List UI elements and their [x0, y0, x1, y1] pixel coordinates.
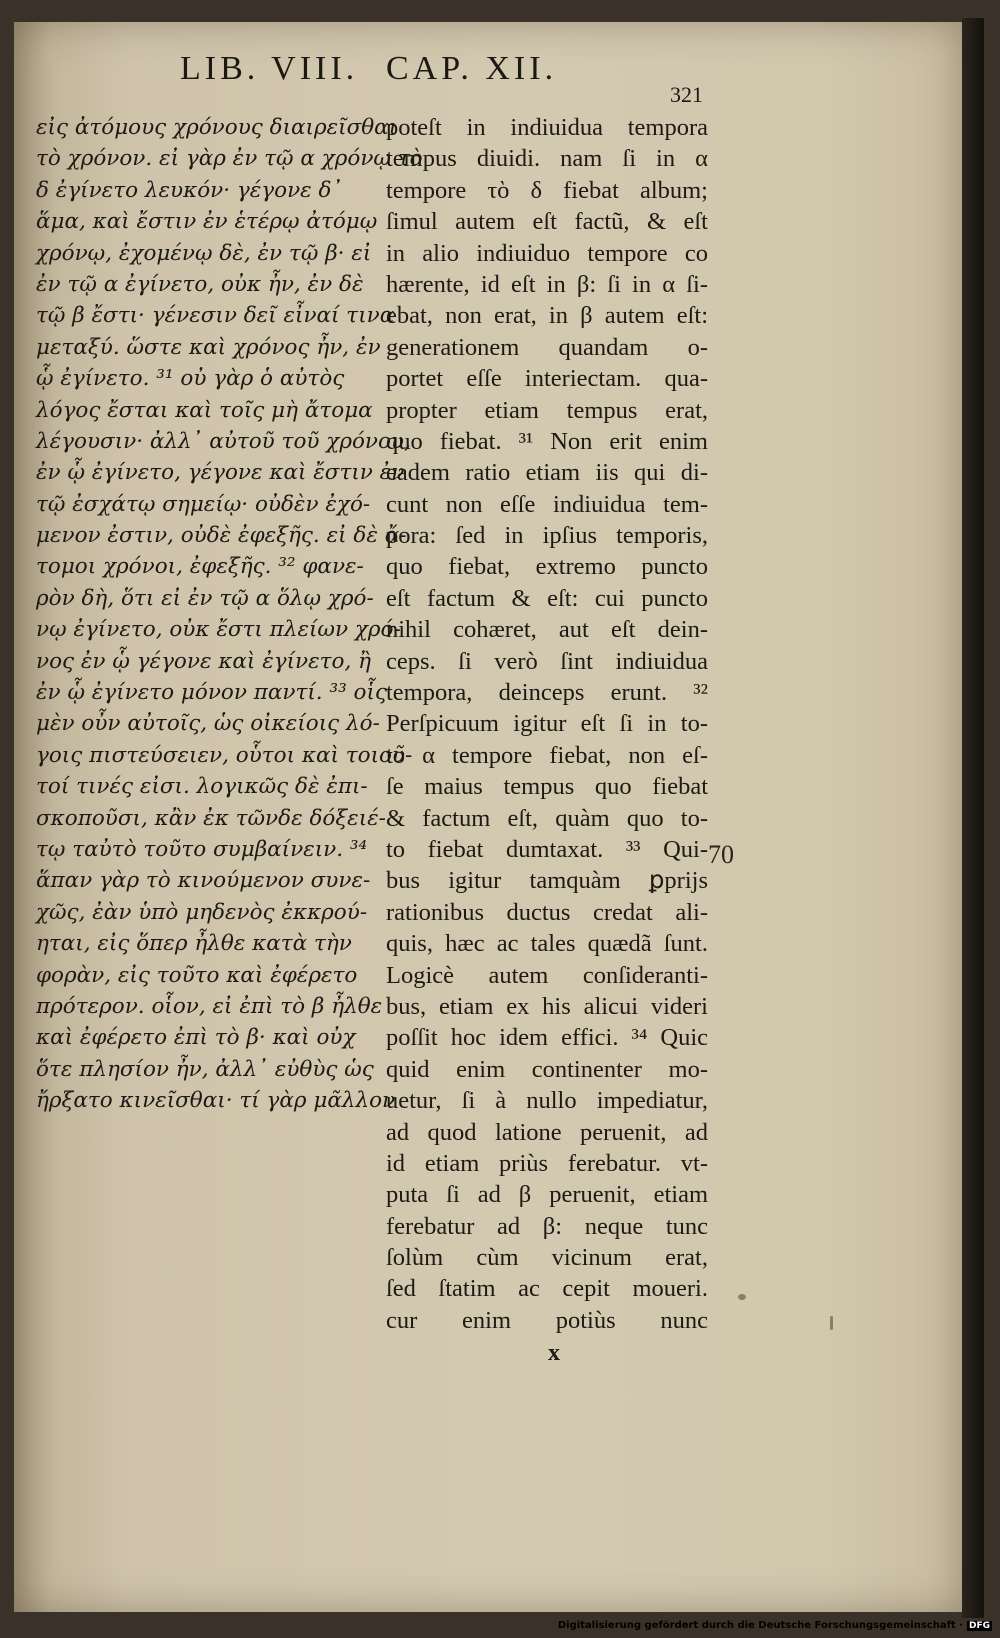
greek-text-line: λόγος ἔσται καὶ τοῖς μὴ ἄτομα	[36, 397, 373, 423]
latin-text-line: ceps. ſi verò ſint indiuidua	[386, 647, 708, 675]
latin-text-line: quo fiebat. ³¹ Non erit enim	[386, 427, 708, 455]
greek-text-line: καὶ ἐφέρετο ἐπὶ τὸ β· καὶ οὐχ	[36, 1025, 356, 1051]
greek-text-line: ρὸν δὴ, ὅτι εἰ ἐν τῷ α ὅλῳ χρό-	[36, 585, 374, 611]
greek-text-line: χῶς, ἐὰν ὑπὸ μηδενὸς ἐκκρού-	[36, 899, 368, 925]
greek-text-line: γοις πιστεύσειεν, οὗτοι καὶ τοιοῦ-	[36, 742, 413, 768]
latin-text-line: uetur, ſi à nullo impediatur,	[386, 1087, 708, 1115]
latin-text-line: hærente, id eſt in β: ſi in α ſi-	[386, 270, 708, 298]
greek-text-line: δ ἐγίνετο λευκόν· γέγονε δ᾽	[36, 177, 343, 203]
latin-text-line: tempora, deinceps erunt. ³²	[386, 679, 708, 707]
paper-fleck	[738, 1294, 746, 1300]
latin-text-line: ſed ſtatim ac cepit moueri.	[386, 1275, 708, 1303]
greek-text-line: μεταξύ. ὥστε καὶ χρόνος ἦν, ἐν	[36, 334, 381, 360]
latin-text-line: ſe maius tempus quo fiebat	[386, 773, 708, 801]
greek-text-line: φορὰν, εἰς τοῦτο καὶ ἐφέρετο	[36, 962, 358, 988]
latin-text-line: eadem ratio etiam iis qui di-	[386, 459, 708, 487]
latin-text-line: quid enim continenter mo-	[386, 1055, 708, 1083]
dfg-logo: DFG	[968, 1621, 990, 1631]
latin-text-line: tempore τὸ δ fiebat album;	[386, 176, 708, 204]
greek-text-line: ἤρξατο κινεῖσθαι· τί γὰρ μᾶλλον	[36, 1088, 396, 1114]
latin-text-line: tempus diuidi. nam ſi in α	[386, 145, 708, 173]
greek-text-line: ἅπαν γὰρ τὸ κινούμενον συνε-	[36, 868, 371, 894]
latin-text-line: nihil cohæret, aut eſt dein-	[386, 616, 708, 644]
latin-text-column	[386, 112, 708, 1336]
latin-text-line: to fiebat dumtaxat. ³³ Qui-	[386, 835, 708, 863]
footer-credit: Digitalisierung gefördert durch die Deutsche Forschungsgemeinschaft ·	[557, 1620, 963, 1631]
running-title-left: LIB. VIII.	[180, 50, 359, 87]
latin-text-line: pora: ſed in ipſius temporis,	[386, 522, 708, 550]
greek-text-line: ἐν ᾧ ἐγίνετο, γέγονε καὶ ἔστιν ἐν	[36, 460, 405, 486]
latin-text-line: in alio indiuiduo tempore co	[386, 239, 708, 267]
latin-text-line: ferebatur ad β: neque tunc	[386, 1212, 708, 1240]
greek-text-column	[36, 112, 423, 1117]
binding-edge	[962, 18, 984, 1618]
latin-text-line: propter etiam tempus erat,	[386, 396, 708, 424]
latin-text-line: & factum eſt, quàm quo to-	[386, 804, 708, 832]
greek-text-line: ἅμα, καὶ ἔστιν ἐν ἑτέρῳ ἀτόμῳ	[36, 209, 378, 235]
latin-text-line: Logicè autem conſideranti-	[386, 961, 708, 989]
greek-text-line: πρότερον. οἷον, εἰ ἐπὶ τὸ β ἦλθε	[36, 993, 383, 1019]
greek-text-line: μενον ἐστιν, οὐδὲ ἐφεξῆς. εἰ δὲ ἄ-	[36, 523, 407, 549]
greek-text-line: ηται, εἰς ὅπερ ἦλθε κατὰ τὴν	[36, 931, 352, 957]
greek-text-line: εἰς ἀτόμους χρόνους διαιρεῖσθαι	[36, 115, 398, 140]
greek-text-line: τῳ ταὐτὸ τοῦτο συμβαίνειν. ³⁴	[36, 836, 368, 862]
latin-text-line: cur enim potiùs nunc	[386, 1306, 708, 1334]
greek-text-line: τῷ ἐσχάτῳ σημείῳ· οὐδὲν ἐχό-	[36, 491, 371, 517]
latin-text-line: Perſpicuum igitur eſt ſi in to-	[386, 710, 708, 738]
latin-text-line: bus, etiam ex his alicui videri	[386, 992, 708, 1020]
folio-number: 321	[670, 82, 703, 107]
greek-text-line: σκοποῦσι, κἂν ἐκ τῶνδε δόξειέ-	[36, 805, 386, 831]
latin-text-line: ſimul autem eſt factũ, & eſt	[386, 208, 708, 236]
latin-text-line: bus igitur tamquàm ꝑprijs	[386, 867, 708, 895]
greek-text-line: τομοι χρόνοι, ἐφεξῆς. ³² φανε-	[36, 554, 364, 580]
latin-text-line: quo fiebat, extremo puncto	[386, 553, 708, 581]
latin-text-line: rationibus ductus credat ali-	[386, 898, 708, 926]
latin-text-line: id etiam priùs ferebatur. vt-	[386, 1149, 708, 1177]
margin-line-number: 70	[708, 840, 734, 869]
latin-text-line: poſſit hoc idem effici. ³⁴ Quic	[386, 1024, 708, 1052]
latin-text-line: to α tempore fiebat, non eſ-	[386, 741, 708, 769]
catchword: x	[548, 1340, 560, 1366]
latin-text-line: ad quod latione peruenit, ad	[386, 1118, 708, 1146]
greek-text-line: ἐν τῷ α ἐγίνετο, οὐκ ἦν, ἐν δὲ	[36, 271, 364, 297]
latin-text-line: generationem quandam o-	[386, 333, 708, 361]
latin-text-line: eſt factum & eſt: cui puncto	[386, 584, 708, 612]
latin-text-line: poteſt in indiuidua tempora	[386, 114, 708, 141]
latin-text-line: cunt non eſſe indiuidua tem-	[386, 490, 708, 518]
greek-text-line: νῳ ἐγίνετο, οὐκ ἔστι πλείων χρό-	[36, 617, 401, 643]
greek-text-line: μὲν οὖν αὐτοῖς, ὡς οἰκείοις λό-	[36, 711, 380, 737]
greek-text-line: ὅτε πλησίον ἦν, ἀλλ᾽ εὐθὺς ὡς	[36, 1056, 374, 1082]
latin-text-line: puta ſi ad β peruenit, etiam	[386, 1181, 708, 1209]
greek-text-line: νος ἐν ᾧ γέγονε καὶ ἐγίνετο, ἢ	[36, 648, 372, 674]
greek-text-line: λέγουσιν· ἀλλ᾽ αὐτοῦ τοῦ χρόνου,	[36, 428, 411, 454]
running-title-right: CAP. XII.	[386, 50, 558, 87]
latin-text-line: ebat, non erat, in β autem eſt:	[386, 302, 708, 330]
greek-text-line: τοί τινές εἰσι. λογικῶς δὲ ἐπι-	[36, 774, 368, 800]
greek-text-line: τὸ χρόνον. εἰ γὰρ ἐν τῷ α χρόνῳ τὸ	[36, 146, 423, 172]
greek-text-line: τῷ β ἔστι· γένεσιν δεῖ εἶναί τινα	[36, 303, 395, 329]
greek-text-line: χρόνῳ, ἐχομένῳ δὲ, ἐν τῷ β· εἰ	[36, 240, 372, 266]
greek-text-line: ᾧ ἐγίνετο. ³¹ οὐ γὰρ ὁ αὐτὸς	[36, 366, 345, 392]
greek-text-line: ἐν ᾧ ἐγίνετο μόνον παντί. ³³ οἷς	[36, 680, 387, 706]
paper-fleck	[830, 1316, 833, 1330]
latin-text-line: quis, hæc ac tales quædã ſunt.	[386, 930, 708, 958]
latin-text-line: portet eſſe interiectam. qua-	[386, 365, 708, 393]
latin-text-line: ſolùm cùm vicinum erat,	[386, 1244, 708, 1272]
digitization-footer	[558, 1620, 992, 1631]
